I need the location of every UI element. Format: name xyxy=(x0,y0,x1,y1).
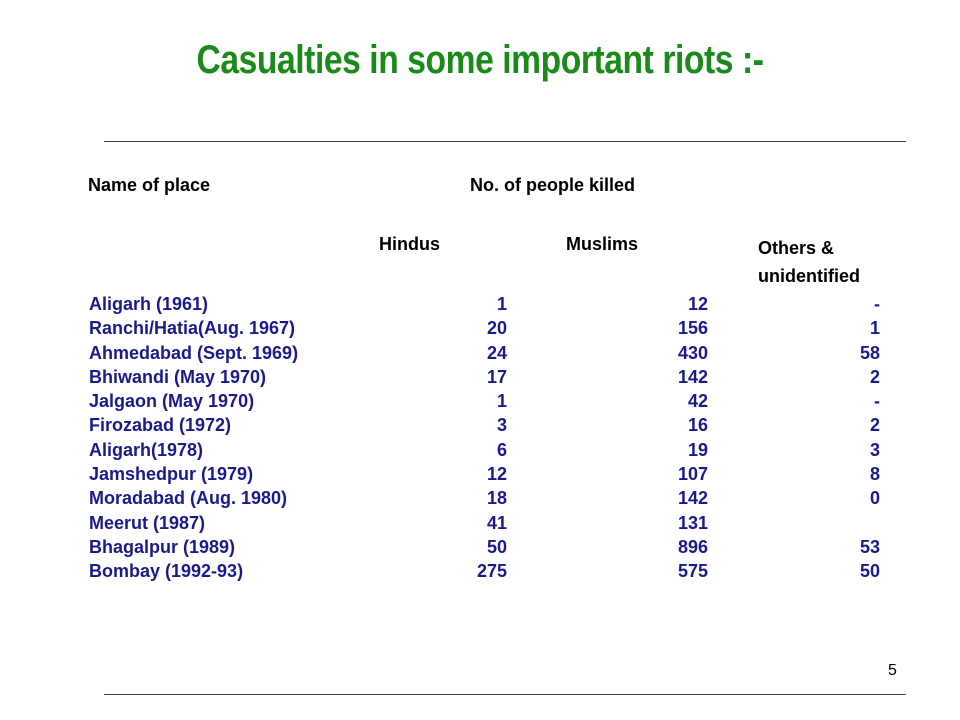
header-muslims: Muslims xyxy=(566,234,639,254)
top-divider xyxy=(104,141,906,142)
casualties-table xyxy=(0,294,960,586)
table-row xyxy=(0,440,960,464)
row-muslims: 575 xyxy=(677,561,708,582)
table-row xyxy=(0,391,960,415)
row-hindus: 41 xyxy=(486,512,507,533)
row-hindus: 20 xyxy=(486,318,507,339)
row-place: Jamshedpur (1979) xyxy=(89,464,254,485)
row-muslims: 107 xyxy=(677,464,708,485)
row-place: Bombay (1992-93) xyxy=(89,561,244,582)
row-others: 0 xyxy=(869,488,880,509)
row-others: 58 xyxy=(859,342,880,363)
row-place: Jalgaon (May 1970) xyxy=(89,391,255,412)
row-others: 2 xyxy=(869,366,880,387)
row-muslims: 16 xyxy=(687,415,708,436)
row-others: - xyxy=(874,294,880,314)
row-hindus: 1 xyxy=(496,294,507,314)
row-muslims: 142 xyxy=(677,366,708,387)
row-muslims: 12 xyxy=(687,294,708,314)
header-others-line2: unidentified xyxy=(758,266,860,286)
row-hindus: 24 xyxy=(486,342,507,363)
row-place: Aligarh(1978) xyxy=(89,439,204,460)
table-row xyxy=(0,318,960,342)
table-row xyxy=(0,367,960,391)
row-muslims: 19 xyxy=(687,439,708,460)
row-others: 50 xyxy=(859,561,880,582)
row-hindus: 50 xyxy=(486,536,507,557)
row-others: 3 xyxy=(869,439,880,460)
table-row xyxy=(0,415,960,439)
table-row xyxy=(0,464,960,488)
row-others: 53 xyxy=(859,536,880,557)
row-muslims: 42 xyxy=(687,391,708,412)
row-place: Ranchi/Hatia(Aug. 1967) xyxy=(89,318,296,339)
table-row xyxy=(0,294,960,318)
row-muslims: 156 xyxy=(677,318,708,339)
header-people-killed: No. of people killed xyxy=(470,175,636,195)
page-number: 5 xyxy=(888,662,897,679)
table-row xyxy=(0,513,960,537)
row-hindus: 1 xyxy=(496,391,507,412)
table-row xyxy=(0,488,960,512)
row-hindus: 12 xyxy=(486,464,507,485)
row-place: Meerut (1987) xyxy=(89,512,206,533)
row-place: Aligarh (1961) xyxy=(89,294,209,314)
row-place: Bhagalpur (1989) xyxy=(89,536,236,557)
row-place: Ahmedabad (Sept. 1969) xyxy=(89,342,299,363)
row-others: 8 xyxy=(869,464,880,485)
table-row xyxy=(0,343,960,367)
row-hindus: 17 xyxy=(486,366,507,387)
table-row xyxy=(0,561,960,585)
header-hindus: Hindus xyxy=(379,234,440,254)
row-place: Firozabad (1972) xyxy=(89,415,232,436)
header-name-of-place: Name of place xyxy=(88,175,211,195)
bottom-divider xyxy=(104,694,906,695)
row-others: 1 xyxy=(869,318,880,339)
row-muslims: 896 xyxy=(677,536,708,557)
slide-title: Casualties in some important riots :- xyxy=(196,38,764,82)
table-row xyxy=(0,537,960,561)
row-place: Bhiwandi (May 1970) xyxy=(89,366,267,387)
row-place: Moradabad (Aug. 1980) xyxy=(89,488,288,509)
row-muslims: 430 xyxy=(677,342,708,363)
row-hindus: 275 xyxy=(476,561,507,582)
row-hindus: 3 xyxy=(496,415,507,436)
row-hindus: 18 xyxy=(486,488,507,509)
row-others: - xyxy=(874,391,880,412)
row-hindus: 6 xyxy=(496,439,507,460)
row-muslims: 142 xyxy=(677,488,708,509)
header-others xyxy=(758,234,860,290)
row-others: 2 xyxy=(869,415,880,436)
header-others-line1: Others & xyxy=(758,238,835,258)
row-muslims: 131 xyxy=(677,512,708,533)
